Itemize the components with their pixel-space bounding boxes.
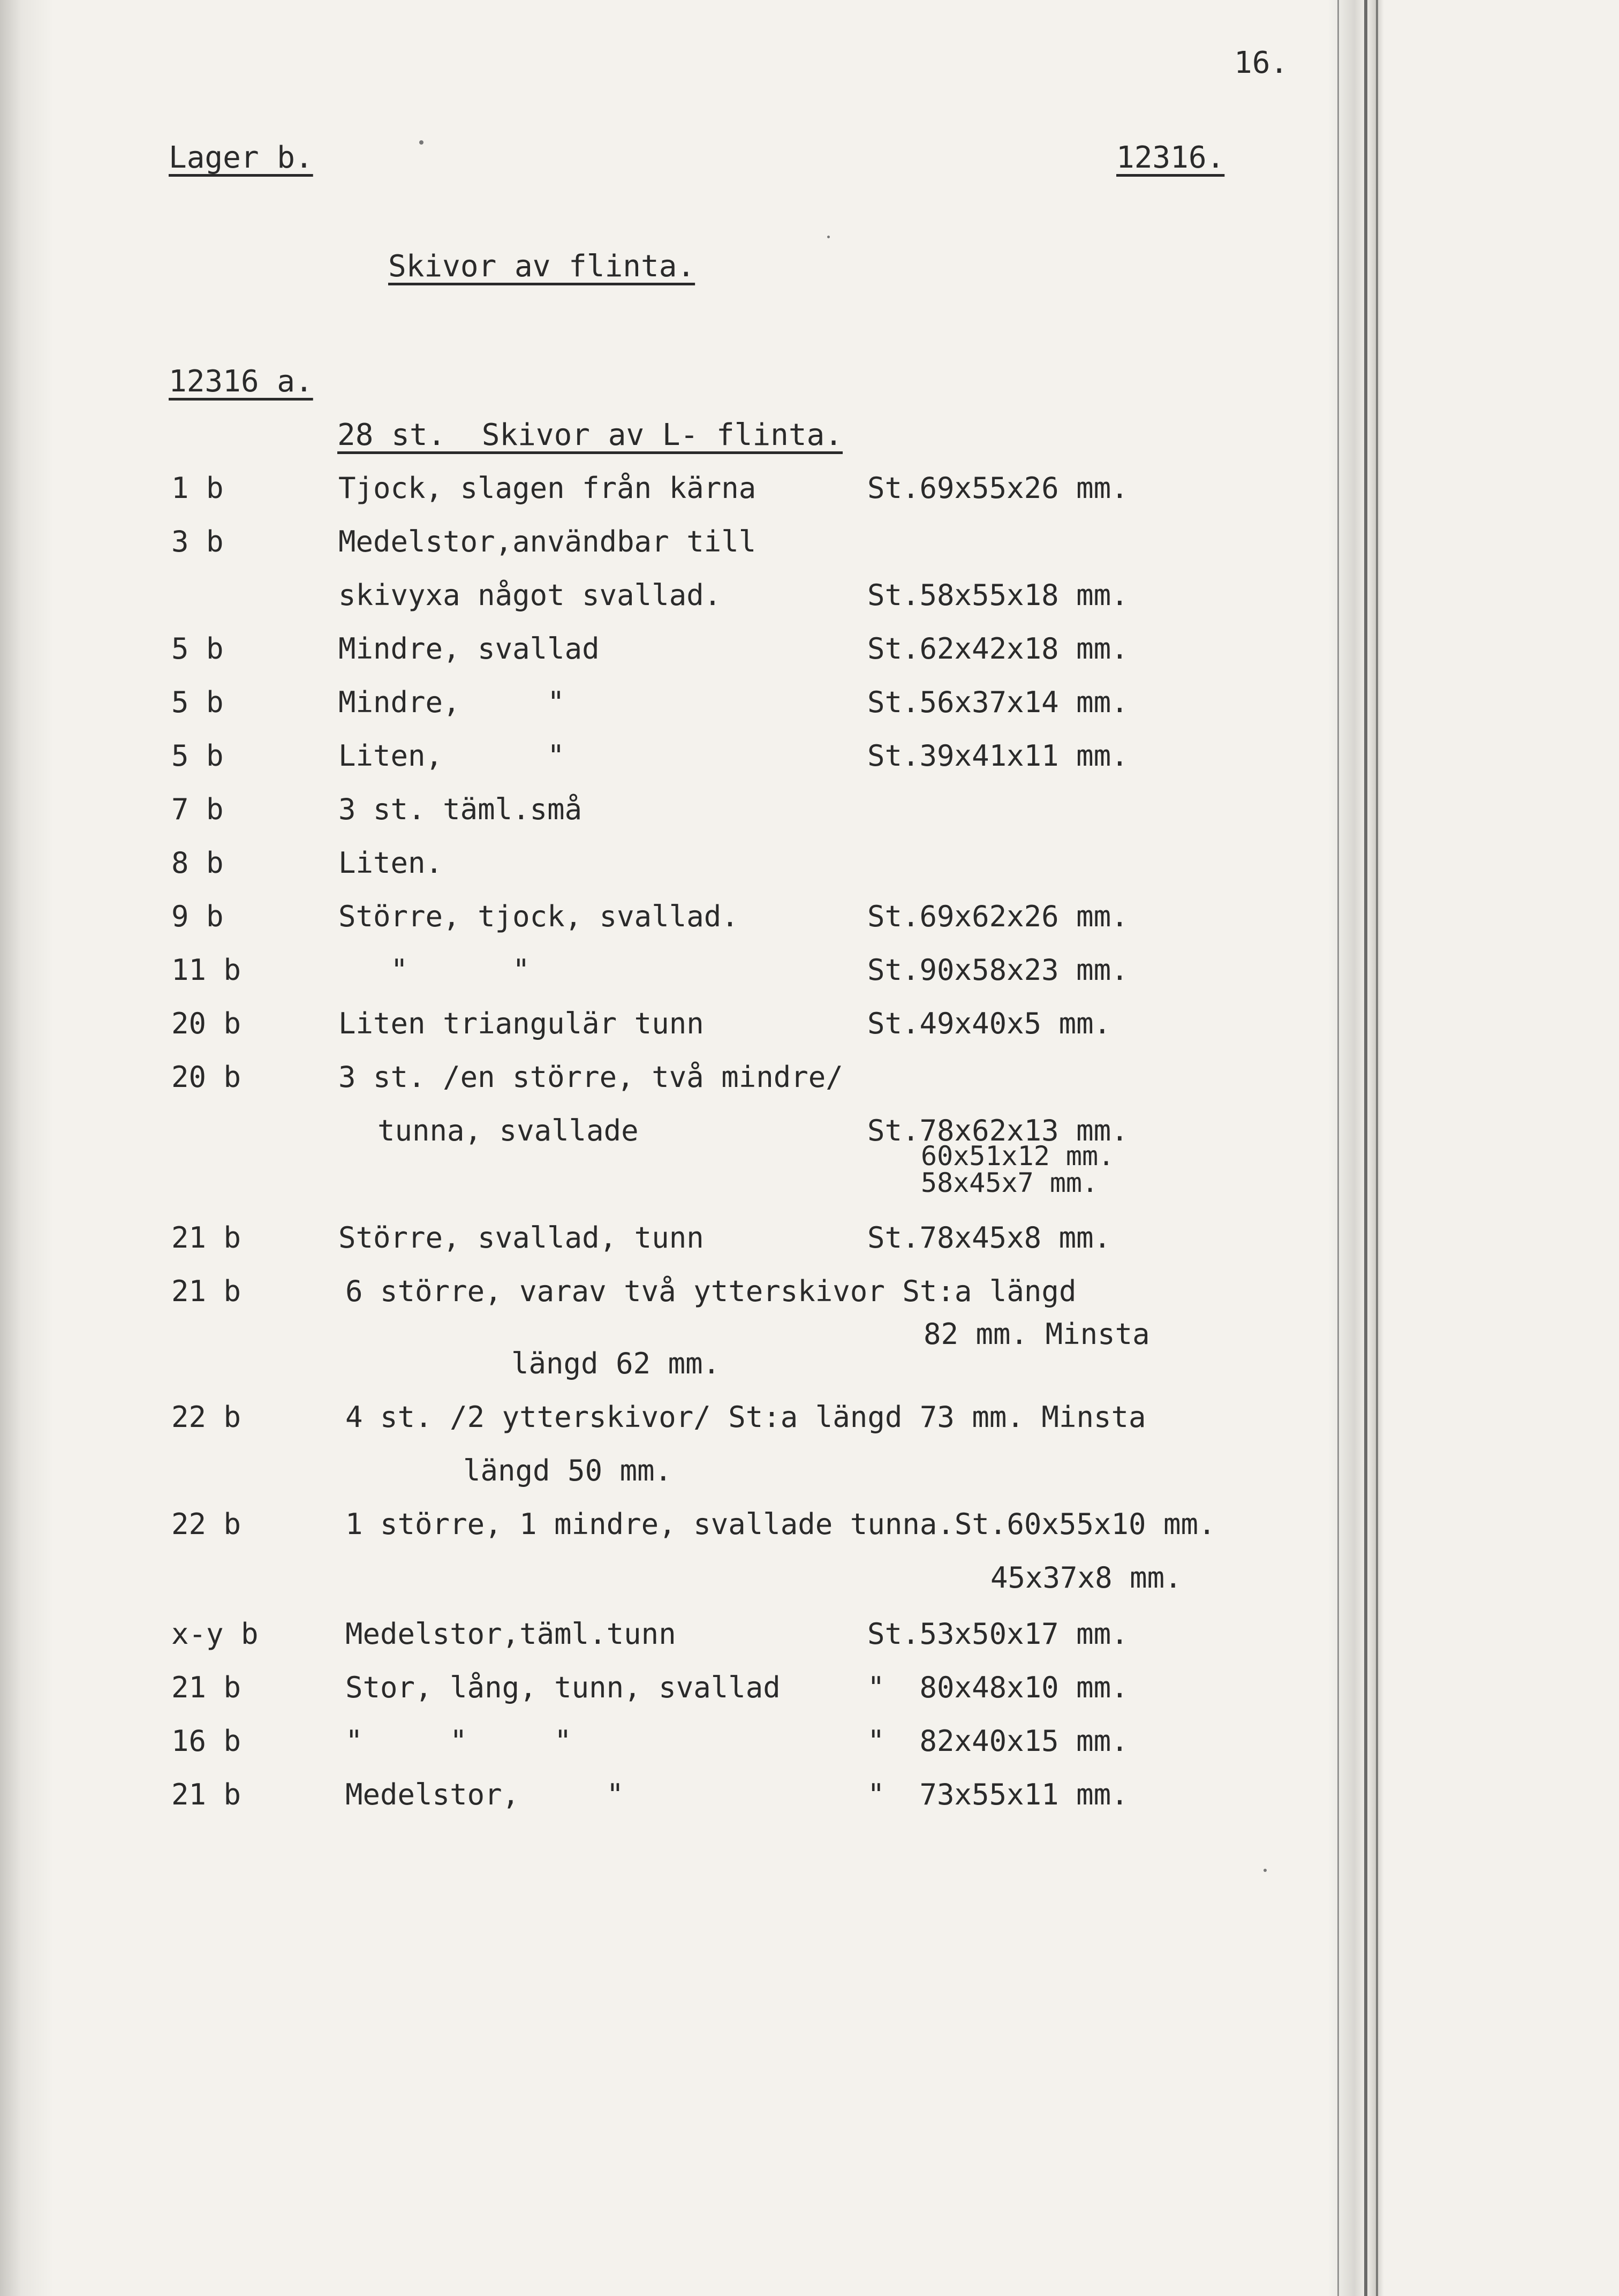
item-description: 4 st. /2 ytterskivor/ St:a längd 73 mm. Minsta [345,1400,1146,1434]
item-measure: St.69x62x26 mm. [867,900,1129,933]
speck [1264,1869,1267,1872]
item-description-cont: längd 62 mm. [511,1347,721,1380]
header-left: Lager b. [169,140,313,175]
item-number: 5 b [171,632,224,666]
item-number: 11 b [171,953,241,987]
item-number: 21 b [171,1274,241,1308]
section-number: 12316 a. [169,364,313,399]
item-description: Liten, " [338,739,565,773]
item-number: x-y b [171,1617,259,1651]
header-right: 12316. [1116,140,1225,175]
item-measure: St.69x55x26 mm. [867,471,1129,505]
item-measure: " 73x55x11 mm. [867,1778,1129,1811]
list-item [0,1007,1285,1049]
item-number: 5 b [171,739,224,773]
item-description: " " " [345,1724,572,1758]
list-item [0,1060,1285,1103]
item-measure: St.62x42x18 mm. [867,632,1129,666]
item-measure: St.53x50x17 mm. [867,1617,1129,1651]
item-number: 20 b [171,1060,241,1094]
item-description: Liten. [338,846,443,880]
list-item [0,1671,1285,1713]
item-description: Stor, lång, tunn, svallad [345,1671,781,1704]
item-measure: St.58x55x18 mm. [867,578,1129,612]
page-title: Skivor av flinta. [388,249,695,284]
item-number: 5 b [171,685,224,719]
item-number: 9 b [171,900,224,933]
item-number: 21 b [171,1221,241,1255]
speck [827,236,830,238]
list-item [0,792,1285,835]
list-item [0,739,1285,782]
item-number: 1 b [171,471,224,505]
list-item [0,1617,1285,1660]
item-description: skivyxa något svallad. [338,578,722,612]
item-measure: 45x37x8 mm. [990,1561,1182,1595]
item-number: 3 b [171,525,224,558]
item-description: 6 större, varav två ytterskivor St:a längd [345,1274,1077,1308]
binding-line [1337,0,1339,2296]
page-number: 16. [1234,46,1289,80]
list-item [0,632,1285,675]
binding-line [1364,0,1367,2296]
item-description: 1 större, 1 mindre, svallade tunna.St.60x55x10 mm. [345,1507,1216,1541]
list-item [0,953,1285,996]
item-measure: 60x51x12 mm. [921,1141,1115,1172]
speck [419,140,423,145]
item-description: Tjock, slagen från kärna [338,471,756,505]
item-description-cont: 82 mm. Minsta [924,1317,1150,1351]
list-item [0,900,1285,942]
section-subtitle: 28 st. Skivor av L- flinta. [337,418,843,452]
item-description: Medelstor,täml.tunn [345,1617,676,1651]
item-measure: St.49x40x5 mm. [867,1007,1111,1040]
item-measure: St.39x41x11 mm. [867,739,1129,773]
list-item [0,1724,1285,1767]
item-description: Större, tjock, svallad. [338,900,739,933]
list-item [0,525,1285,568]
list-item [0,471,1285,514]
list-item [0,1221,1285,1264]
item-description: Medelstor,användbar till [338,525,756,558]
list-item [0,846,1285,889]
item-number: 21 b [171,1671,241,1704]
list-item [0,578,1285,621]
item-description: Mindre, " [338,685,565,719]
item-number: 22 b [171,1400,241,1434]
list-item [0,1778,1285,1821]
list-item [0,685,1285,728]
item-measure: St.56x37x14 mm. [867,685,1129,719]
item-description: Större, svallad, tunn [338,1221,704,1255]
item-description: Mindre, svallad [338,632,600,666]
item-description: Medelstor, " [345,1778,624,1811]
item-number: 21 b [171,1778,241,1811]
item-measure: " 82x40x15 mm. [867,1724,1129,1758]
item-number: 20 b [171,1007,241,1040]
item-number: 22 b [171,1507,241,1541]
item-measure: St.90x58x23 mm. [867,953,1129,987]
item-description: " " [338,953,530,987]
item-number: 8 b [171,846,224,880]
item-measure: St.78x45x8 mm. [867,1221,1111,1255]
item-number: 16 b [171,1724,241,1758]
item-measure: " 80x48x10 mm. [867,1671,1129,1704]
item-description-cont: tunna, svallade [377,1114,639,1147]
binding-line [1376,0,1378,2296]
item-measure: 58x45x7 mm. [921,1167,1099,1198]
item-description: 3 st. /en större, två mindre/ [338,1060,843,1094]
item-measure: St.78x62x13 mm. [867,1114,1129,1147]
item-description: 3 st. täml.små [338,792,582,826]
item-description: Liten triangulär tunn [338,1007,704,1040]
item-description-cont: längd 50 mm. [463,1454,672,1487]
item-number: 7 b [171,792,224,826]
